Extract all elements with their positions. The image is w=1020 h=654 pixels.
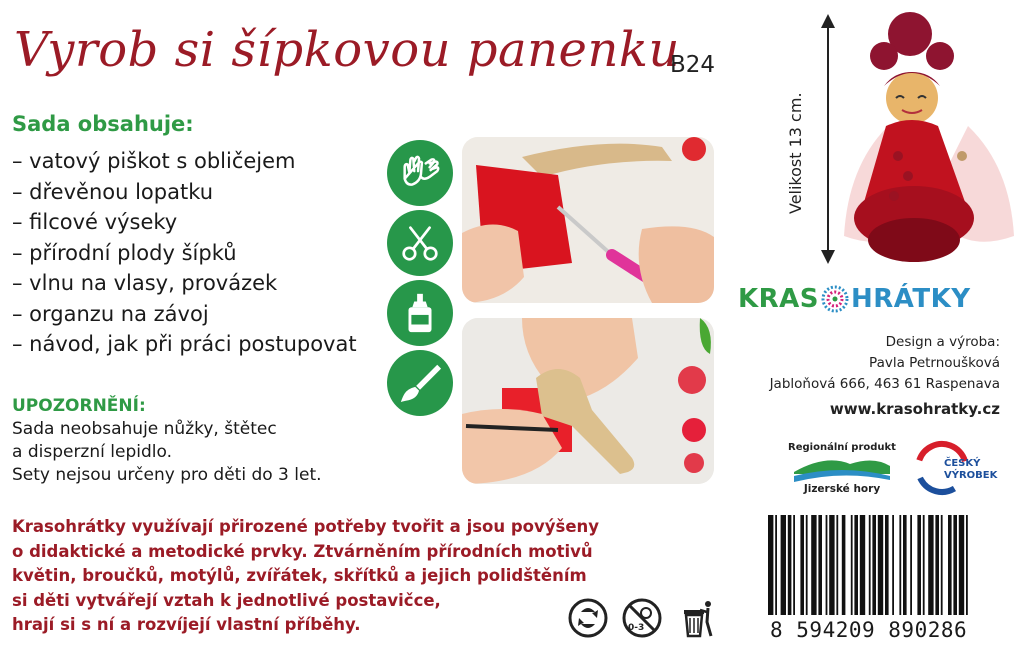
trash-bin-icon <box>676 598 716 638</box>
barcode-bar <box>903 515 907 615</box>
maker-name: Pavla Petrnoušková <box>869 355 1000 371</box>
cz-line2: VÝROBEK <box>944 470 998 481</box>
barcode-bar <box>948 515 952 615</box>
hands-icon <box>387 140 453 206</box>
barcode-bar <box>836 515 838 615</box>
size-label: Velikost 13 cm. <box>786 92 805 214</box>
product-code: B24 <box>670 52 716 78</box>
barcode-bar <box>959 515 964 615</box>
barcode-bar <box>910 515 912 615</box>
brand-part2: HRÁTKY <box>851 284 971 314</box>
region-line2: Jizerské hory <box>803 483 881 494</box>
barcode-bar <box>935 515 939 615</box>
photo-cutting-felt <box>462 137 714 303</box>
barcode-bar <box>806 515 808 615</box>
barcode-bar <box>793 515 795 615</box>
paintbrush-icon <box>387 350 453 416</box>
list-item: – dřevěnou lopatku <box>12 179 214 204</box>
maker-address: Jabloňová 666, 463 61 Raspenava <box>769 376 1000 392</box>
barcode-bar <box>917 515 921 615</box>
page-title: Vyrob si šípkovou panenku <box>14 22 680 78</box>
description <box>12 515 612 638</box>
doll-image <box>838 6 1018 268</box>
barcode-bar <box>842 515 846 615</box>
barcode-bar <box>892 515 894 615</box>
barcode-bar <box>966 515 968 615</box>
description-line: Krasohrátky využívají přirozené potřeby tvořit a jsou povýšeny <box>12 517 600 536</box>
list-item: – filcové výseky <box>12 210 178 234</box>
description-line: hrají si s ní a rozvíjejí vlastní příběhy. <box>12 615 361 634</box>
warning-line: Sety nejsou určeny pro děti do 3 let. <box>12 465 322 485</box>
regional-product-badge <box>786 436 898 494</box>
list-item: – návod, jak při práci postupovat <box>12 332 357 356</box>
barcode-bar <box>829 515 834 615</box>
barcode-bar <box>800 515 804 615</box>
barcode-bar <box>826 515 828 615</box>
barcode <box>764 515 1004 620</box>
barcode-bar <box>788 515 792 615</box>
czech-product-badge <box>914 440 1002 496</box>
barcode-bar <box>768 515 773 615</box>
cz-line1: ČESKÝ <box>944 458 981 469</box>
barcode-bar <box>818 515 822 615</box>
size-arrow <box>818 14 838 264</box>
age-warning-label: 0-3 <box>628 623 645 633</box>
warning-line: a disperzní lepidlo. <box>12 442 172 462</box>
description-line: květin, broučků, motýlů, zvířátek, skřítků a jejich polidštěním <box>12 566 587 585</box>
barcode-bar <box>872 515 876 615</box>
description-line: o didaktické a metodické prvky. Ztvárněním přírodních motivů <box>12 541 593 561</box>
barcode-bar <box>899 515 901 615</box>
barcode-bar <box>928 515 933 615</box>
barcode-bar <box>941 515 943 615</box>
barcode-bar <box>854 515 858 615</box>
barcode-bar <box>811 515 816 615</box>
list-item: – vatový piškot s obličejem <box>12 149 296 173</box>
barcode-bar <box>860 515 865 615</box>
barcode-bar <box>781 515 786 615</box>
list-item: – organzu na závoj <box>12 301 209 326</box>
brand-part1: KRAS <box>738 284 820 314</box>
contents-list <box>12 146 372 360</box>
maker-website[interactable]: www.krasohratky.cz <box>829 400 1000 418</box>
warning-line: Sada neobsahuje nůžky, štětec <box>12 419 277 439</box>
packaging-symbols <box>568 598 716 638</box>
barcode-bar <box>953 515 957 615</box>
barcode-bar <box>869 515 871 615</box>
barcode-bar <box>885 515 889 615</box>
maker-info <box>760 332 1000 420</box>
age-warning-icon <box>622 598 662 638</box>
brand-logo <box>738 284 971 314</box>
warning-heading: UPOZORNĚNÍ: <box>12 396 146 416</box>
barcode-bar <box>775 515 777 615</box>
list-item: – vlnu na vlasy, provázek <box>12 271 278 295</box>
warning-text <box>12 418 382 487</box>
scissors-icon <box>387 210 453 276</box>
photo-gluing-felt <box>462 318 714 484</box>
description-line: si děti vytvářejí vztah k jednotlivé postavičce, <box>12 590 441 610</box>
contents-heading: Sada obsahuje: <box>12 112 194 136</box>
flower-logo-icon <box>821 285 849 313</box>
barcode-bar <box>923 515 925 615</box>
barcode-bar <box>878 515 883 615</box>
region-line1: Regionální produkt <box>788 442 896 453</box>
list-item: – přírodní plody šípků <box>12 240 237 265</box>
recycle-icon <box>568 598 608 638</box>
maker-label: Design a výroba: <box>885 334 1000 350</box>
glue-bottle-icon <box>387 280 453 346</box>
barcode-bar <box>851 515 853 615</box>
barcode-number: 8 594209 890286 <box>770 618 968 642</box>
